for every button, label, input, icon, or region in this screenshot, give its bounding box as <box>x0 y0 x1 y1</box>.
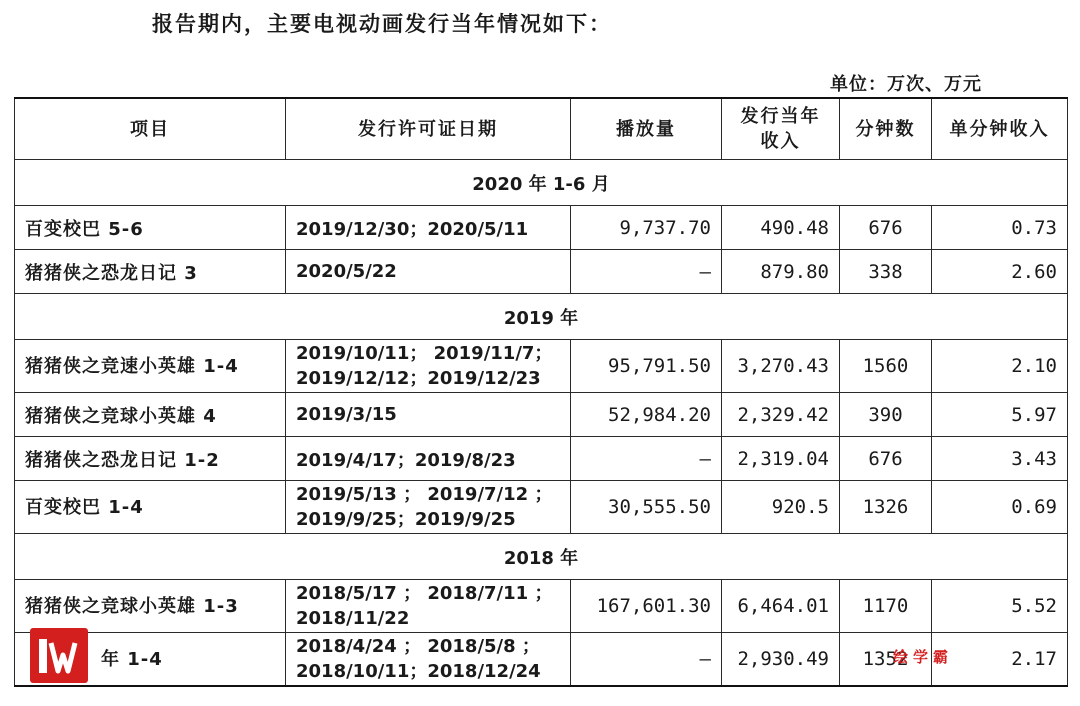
cell-plays: 30,555.50 <box>571 481 722 534</box>
cell-per-minute: 2.17 <box>932 633 1068 687</box>
cell-date: 2019/4/17；2019/8/23 <box>286 437 571 481</box>
cell-per-minute: 2.10 <box>932 340 1068 393</box>
section-row <box>15 160 1068 206</box>
animation-table <box>14 97 1068 687</box>
cell-revenue: 2,319.04 <box>722 437 840 481</box>
w-logo-icon <box>36 635 82 677</box>
cell-date: 2019/12/30；2020/5/11 <box>286 206 571 250</box>
cell-date: 2018/4/24 ； 2018/5/8 ； 2018/10/11；2018/12/24 <box>286 633 571 687</box>
header-license-date: 发行许可证日期 <box>286 98 571 160</box>
cell-minutes: 390 <box>840 393 932 437</box>
cell-name: 年 1-4 <box>15 633 286 687</box>
cell-minutes: 1170 <box>840 580 932 633</box>
header-revenue: 发行当年 收入 <box>722 98 840 160</box>
cell-per-minute: 2.60 <box>932 250 1068 294</box>
cell-per-minute: 0.73 <box>932 206 1068 250</box>
cell-revenue: 6,464.01 <box>722 580 840 633</box>
cell-minutes: 676 <box>840 206 932 250</box>
cell-revenue: 2,930.49 <box>722 633 840 687</box>
cell-minutes: 1352 <box>840 633 932 687</box>
cell-date: 2019/10/11； 2019/11/7； 2019/12/12；2019/12/23 <box>286 340 571 393</box>
cell-revenue: 920.5 <box>722 481 840 534</box>
cell-revenue: 490.48 <box>722 206 840 250</box>
section-label: 2019 年 <box>15 294 1068 340</box>
header-row <box>15 98 1068 160</box>
header-per-minute: 单分钟收入 <box>932 98 1068 160</box>
cell-revenue: 879.80 <box>722 250 840 294</box>
unit-label: 单位：万次、万元 <box>830 74 982 95</box>
table-row <box>15 250 1068 294</box>
watermark-logo <box>30 628 88 683</box>
cell-revenue: 3,270.43 <box>722 340 840 393</box>
header-item: 项目 <box>15 98 286 160</box>
cell-name: 百变校巴 1-4 <box>15 481 286 534</box>
intro-text: 报告期内，主要电视动画发行当年情况如下： <box>152 12 612 36</box>
watermark-text: 绘学霸 <box>893 648 954 666</box>
cell-name: 猪猪侠之恐龙日记 1-2 <box>15 437 286 481</box>
cell-name: 猪猪侠之竞球小英雄 1-3 <box>15 580 286 633</box>
cell-name: 猪猪侠之竞球小英雄 4 <box>15 393 286 437</box>
table-row <box>15 340 1068 393</box>
cell-plays: – <box>571 437 722 481</box>
cell-date: 2019/3/15 <box>286 393 571 437</box>
cell-date: 2019/5/13 ； 2019/7/12 ； 2019/9/25；2019/9/25 <box>286 481 571 534</box>
cell-per-minute: 5.97 <box>932 393 1068 437</box>
header-minutes: 分钟数 <box>840 98 932 160</box>
cell-plays: 167,601.30 <box>571 580 722 633</box>
cell-date: 2020/5/22 <box>286 250 571 294</box>
section-label: 2018 年 <box>15 534 1068 580</box>
cell-minutes: 1326 <box>840 481 932 534</box>
cell-plays: – <box>571 250 722 294</box>
cell-plays: – <box>571 633 722 687</box>
cell-name: 百变校巴 5-6 <box>15 206 286 250</box>
cell-date: 2018/5/17 ； 2018/7/11 ； 2018/11/22 <box>286 580 571 633</box>
cell-plays: 52,984.20 <box>571 393 722 437</box>
table-row <box>15 437 1068 481</box>
table-row <box>15 206 1068 250</box>
section-row <box>15 294 1068 340</box>
table-row <box>15 393 1068 437</box>
section-row <box>15 534 1068 580</box>
cell-minutes: 338 <box>840 250 932 294</box>
cell-minutes: 676 <box>840 437 932 481</box>
table-row <box>15 580 1068 633</box>
cell-minutes: 1560 <box>840 340 932 393</box>
cell-revenue: 2,329.42 <box>722 393 840 437</box>
cell-plays: 95,791.50 <box>571 340 722 393</box>
cell-per-minute: 3.43 <box>932 437 1068 481</box>
cell-name: 猪猪侠之恐龙日记 3 <box>15 250 286 294</box>
cell-per-minute: 5.52 <box>932 580 1068 633</box>
cell-per-minute: 0.69 <box>932 481 1068 534</box>
cell-name: 猪猪侠之竞速小英雄 1-4 <box>15 340 286 393</box>
table-row <box>15 481 1068 534</box>
section-label: 2020 年 1-6 月 <box>15 160 1068 206</box>
cell-plays: 9,737.70 <box>571 206 722 250</box>
header-plays: 播放量 <box>571 98 722 160</box>
